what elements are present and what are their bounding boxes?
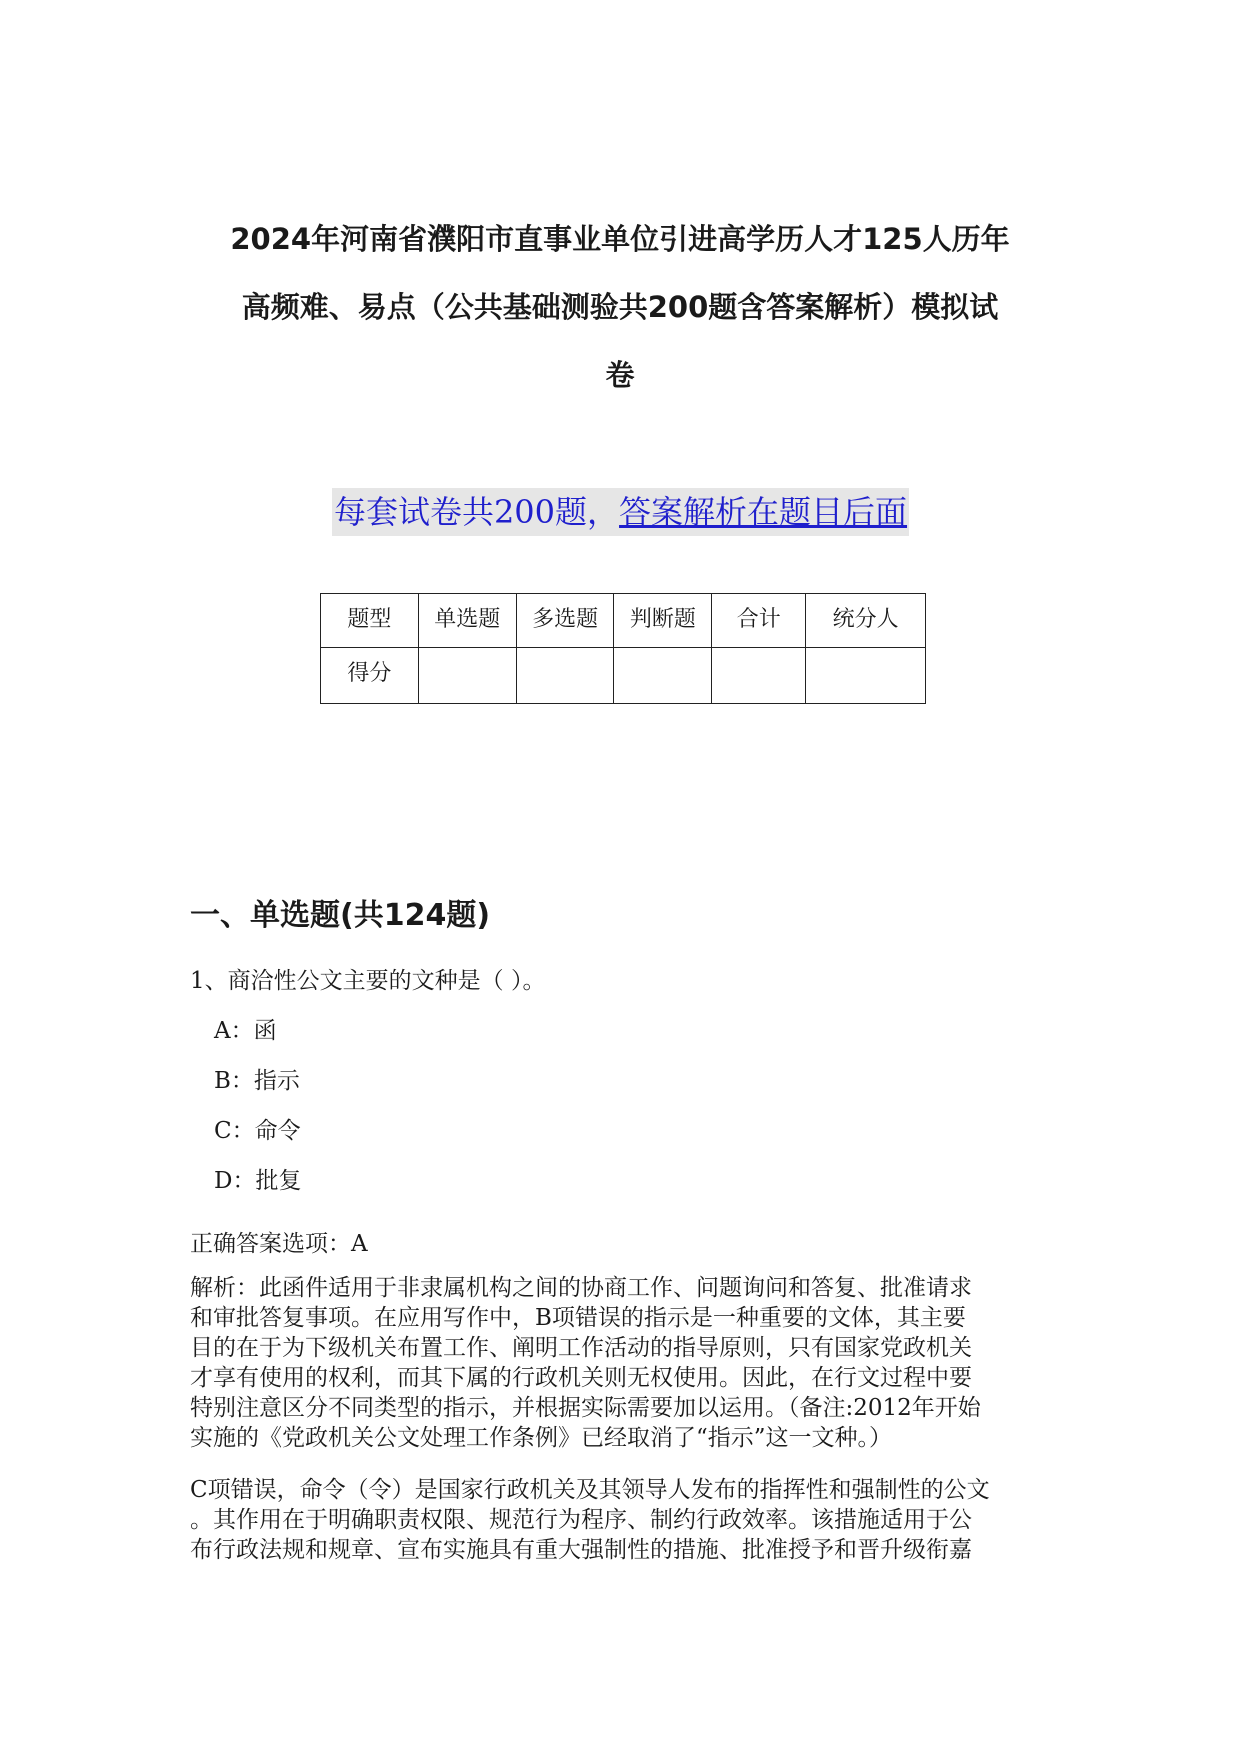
score-cell-scorer (806, 648, 926, 704)
header-cell-single: 单选题 (418, 594, 516, 648)
header-cell-judge: 判断题 (614, 594, 712, 648)
analysis-line: 布行政法规和规章、宣布实施具有重大强制性的措施、批准授予和晋升级衔嘉 (190, 1537, 972, 1563)
score-cell-judge (614, 648, 712, 704)
header-cell-multiple: 多选题 (516, 594, 614, 648)
header-cell-total: 合计 (712, 594, 806, 648)
score-table (320, 593, 926, 704)
subtitle-text: 每套试卷共200题， (333, 493, 620, 531)
analysis-line: 实施的《党政机关公文处理工作条例》已经取消了“指示”这一文种。） (190, 1425, 893, 1451)
score-label-cell: 得分 (321, 648, 419, 704)
score-cell-single (418, 648, 516, 704)
title-line-1: 2024年河南省濮阳市直事业单位引进高学历人才125人历年 (230, 222, 1010, 256)
analysis-line: 。其作用在于明确职责权限、规范行为程序、制约行政效率。该措施适用于公 (190, 1507, 972, 1533)
question-stem: 1、商洽性公文主要的文种是（ ）。 (190, 968, 546, 994)
option-c: C：命令 (214, 1118, 301, 1144)
title-line-3: 卷 (605, 358, 635, 392)
analysis-paragraph-2 (190, 1475, 1060, 1565)
score-cell-multiple (516, 648, 614, 704)
header-cell-type: 题型 (321, 594, 419, 648)
analysis-line: 特别注意区分不同类型的指示，并根据实际需要加以运用。（备注:2012年开始 (190, 1395, 981, 1421)
answer-location-link[interactable]: 答案解析在题目后面 (619, 493, 908, 531)
score-table-header-row (321, 594, 926, 648)
option-d: D：批复 (214, 1168, 302, 1194)
document-title (180, 205, 1060, 409)
option-b: B：指示 (214, 1068, 300, 1094)
analysis-line: 才享有使用的权利，而其下属的行政机关则无权使用。因此，在行文过程中要 (190, 1365, 972, 1391)
analysis-line: 目的在于为下级机关布置工作、阐明工作活动的指导原则，只有国家党政机关 (190, 1335, 972, 1361)
header-cell-scorer: 统分人 (806, 594, 926, 648)
analysis-line: C项错误，命令（令）是国家行政机关及其领导人发布的指挥性和强制性的公文 (190, 1477, 990, 1503)
subtitle-banner (0, 488, 1241, 536)
subtitle (332, 488, 909, 536)
analysis-paragraph-1 (190, 1273, 1060, 1453)
score-table-score-row (321, 648, 926, 704)
correct-answer: 正确答案选项：A (190, 1231, 368, 1257)
analysis-line: 和审批答复事项。在应用写作中，B项错误的指示是一种重要的文体，其主要 (190, 1305, 966, 1331)
option-a: A：函 (214, 1018, 277, 1044)
score-cell-total (712, 648, 806, 704)
analysis-line: 解析：此函件适用于非隶属机构之间的协商工作、问题询问和答复、批准请求 (190, 1275, 972, 1301)
section-heading: 一、单选题(共124题) (190, 898, 491, 933)
title-line-2: 高频难、易点（公共基础测验共200题含答案解析）模拟试 (241, 290, 999, 324)
